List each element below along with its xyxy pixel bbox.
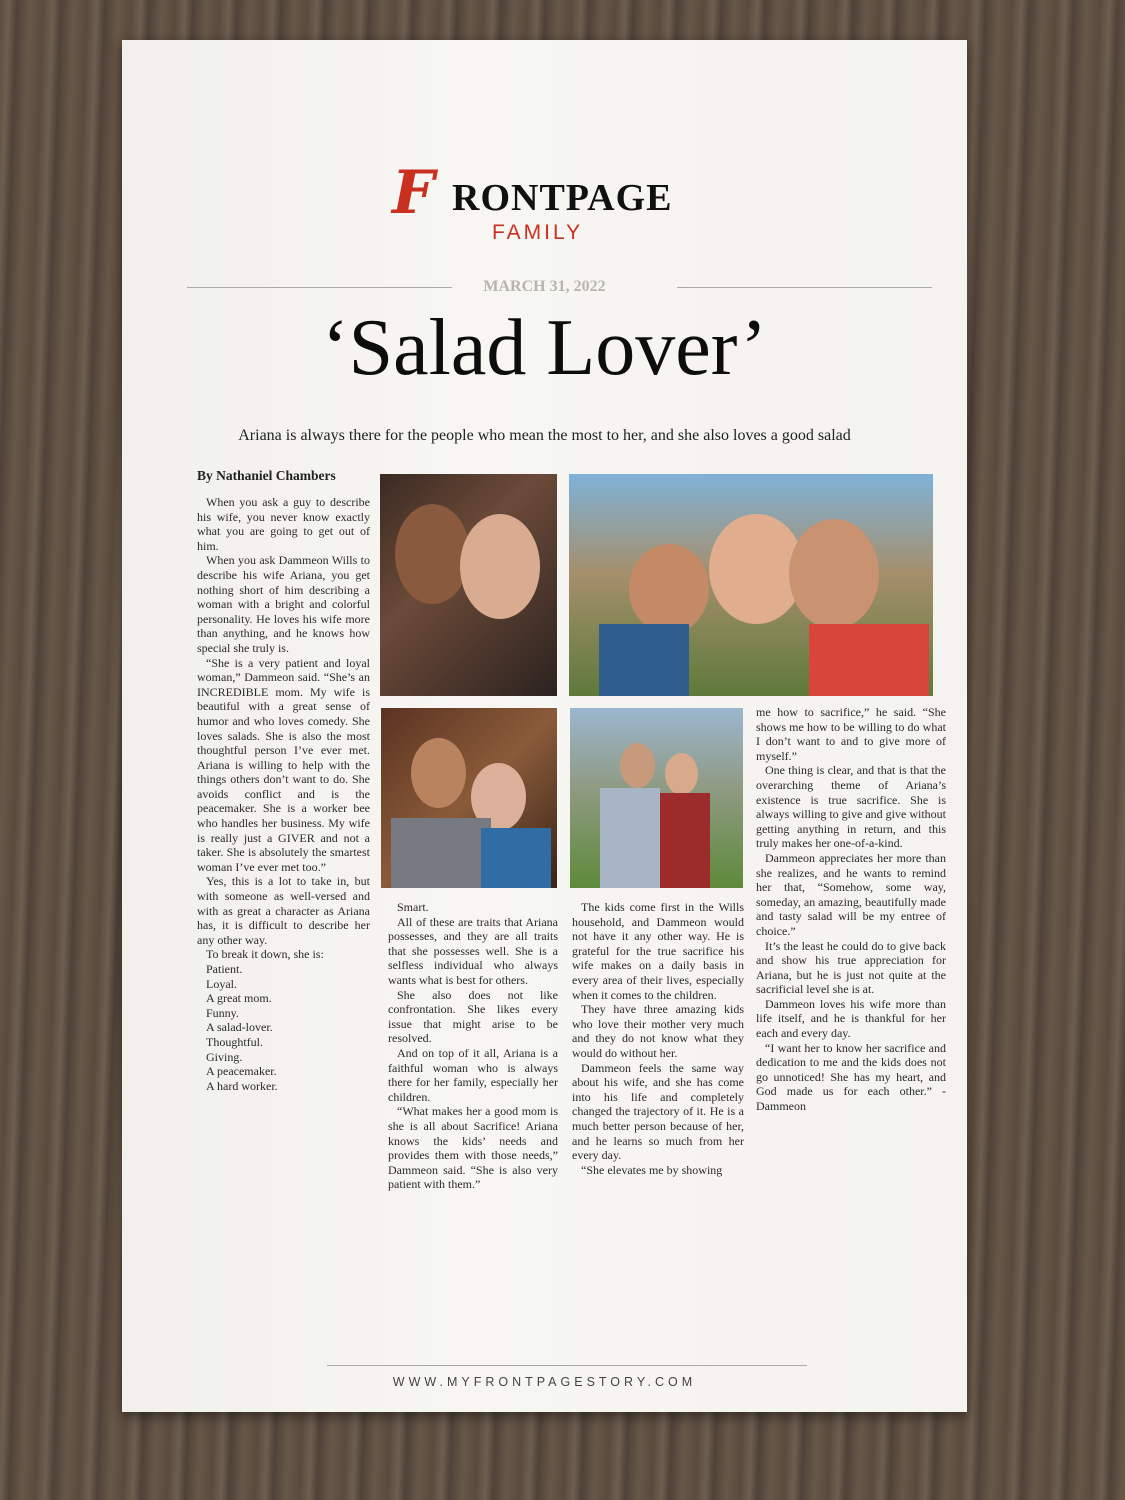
- newspaper-page: [122, 40, 967, 1412]
- article-column-1: When you ask a guy to describe his wife, you never know exactly what you are going to get out of him. When you ask Dammeon Wills to describe his wife Ariana, you get nothing short of him describing a woman with a bright and colorful personality. He loves his wife more than anything, and he knows how special she truly is. “She is a very patient and loyal woman,” Dammeon said. “She’s an INCREDIBLE mom. My wife is beautiful with a great sense of humor and who loves comedy. She loves salads. She is also the most thoughtful person I’ve ever met. Ariana is willing to help with the things others don’t want to do. She avoids conflict and is the peacemaker. She is a worker bee who handles her business. My wife is really just a GIVER and not a taker. She is absolutely the smartest woman I’ve ever met too.” Yes, this is a lot to take in, but with someone as well-versed and with as great a character as Ariana has, it is difficult to describe her any other way. To break it down, she is: Patient. Loyal. A great mom. Funny. A salad-lover. Thoughtful. Giving. A peacemaker. A hard worker.: [197, 495, 370, 1093]
- article-column-2: Smart. All of these are traits that Ariana possesses, and they are all traits that she possesses well. She is a selfless individual who always wants what is best for others. She also does not like confrontation. She likes every issue that might arise to be resolved. And on top of it all, Ariana is a faithful woman who is always there for her family, especially her children. “What makes her a good mom is she is all about Sacrifice! Ariana knows the kids’ needs and provides them with those needs,” Dammeon said. “She is also very patient with them.”: [388, 900, 558, 1192]
- footer-website: WWW.MYFRONTPAGESTORY.COM: [392, 1375, 697, 1389]
- photo-couple-hug: [381, 708, 557, 888]
- byline: By Nathaniel Chambers: [197, 468, 336, 483]
- photo-couple-outdoors: [570, 708, 743, 888]
- logo-initial: F: [392, 158, 435, 228]
- issue-date: MARCH 31, 2022: [483, 278, 606, 295]
- photo-three-kids: [569, 474, 933, 696]
- logo-text: RONTPAGE: [452, 177, 673, 219]
- logo-subtitle: FAMILY: [492, 221, 584, 244]
- article-column-4: me how to sacrifice,” he said. “She shows me how to be willing to do what I don’t want to and to give more of myself.” One thing is clear, and that is that the overarching theme of Ariana’s existence is true sacrifice. She is always willing to give and give without getting anything in return, and this truly makes her one-of-a-kind. Dammeon appreciates her more than she realizes, and he wants to remind her that, “Somehow, some way, someday, an amazing, beautifully made and tasty salad will be my entree of choice.” It’s the least he could do to give back and show his true appreciation for Ariana, but he is just not quite at the sacrificial level she is at. Dammeon loves his wife more than life itself, and he is thankful for her each and every day. “I want her to know her sacrifice and dedication to me and the kids does not go unnoticed! She has my heart, and God made us for each other.” - Dammeon: [756, 705, 946, 1114]
- headline: ‘Salad Lover’: [322, 304, 767, 392]
- masthead-logo: [122, 158, 967, 252]
- subheadline: Ariana is always there for the people who mean the most to her, and she also loves a good salad: [238, 427, 851, 444]
- photo-couple-selfie: [380, 474, 557, 696]
- article-column-3: The kids come first in the Wills household, and Dammeon would not have it any other way. He is grateful for the true sacrifice his wife makes on a daily basis in every area of their lives, especially when it comes to the children. They have three amazing kids who love their mother very much and they do not know what they would do without her. Dammeon feels the same way about his wife, and she has come into his life and completely changed the trajectory of it. He is a much better person because of her, and he learns so much from her every day. “She elevates me by showing: [572, 900, 744, 1177]
- traits-list: Patient. Loyal. A great mom. Funny. A salad-lover. Thoughtful. Giving. A peacemaker. A hard worker.: [206, 962, 278, 1093]
- footer-divider: [327, 1365, 807, 1366]
